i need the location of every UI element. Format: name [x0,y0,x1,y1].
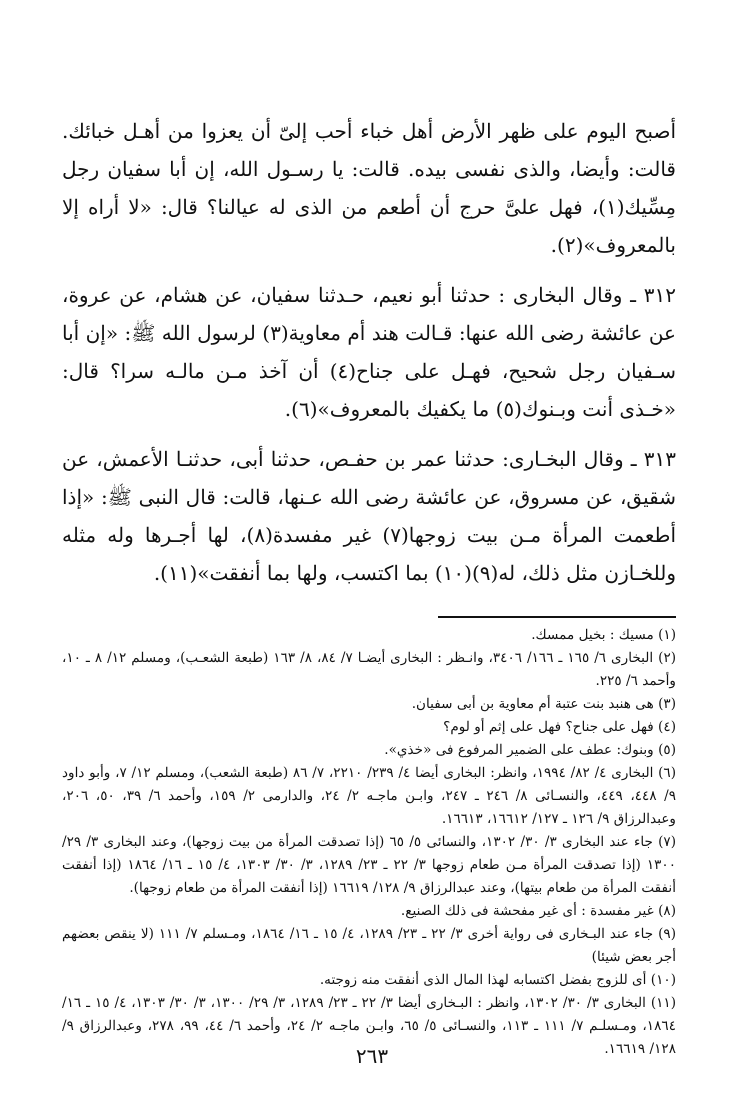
paragraph-hadith-313: ٣١٣ ـ وقال البخـارى: حدثنا عمر بن حفـص، حدثنا أبى، حدثنـا الأعمش، عن شقيق، عن مسروق، عن عائشة رضى الله عـنها، قالت: قال النبى ﷺ: «إذا أطعمت المرأة مـن بيت زوجها(٧) غير مفسدة(٨)، لها أجـرها وله مثله وللخـازن مثل ذلك، له(٩)(١٠) بما اكتسب، ولها بما أنفقت»(١١). [62,447,677,585]
footnote-11: (١١) البخارى ٣/ ٣٠/ ١٣٠٢، وانظر : البـخارى أيضا ٣/ ٢٢ ـ ٢٣/ ١٢٨٩، ٣/ ٢٩/ ١٣٠٠، ٣/ ٣٠/ ١٣٠٣، ٤/ ١٥ ـ ١٦/ ١٨٦٤، ومـسلـم ٧/ ١١١ ـ ١١٣، والنسـائى ٥/ ٦٥، وابـن ماجـه ٢/ ٢٤، وأحمد ٦/ ٤٤، ٩٩، ٢٧٨، وعبدالرزاق ٩/ ١٢٨/ ١٦٦١٩. [62,995,677,1057]
footnote-2: (٢) البخارى ٦/ ١٦٥ ـ ١٦٦/ ٣٤٠٦، وانـظر : البخارى أيضـا ٧/ ٨٤، ٨/ ١٦٣ (طبعة الشعـب)، ومسلم ١٢/ ٨ ـ ١٠، وأحمد ٦/ ٢٢٥. [62,650,677,689]
paragraph-hadith-312: ٣١٢ ـ وقال البخارى : حدثنا أبو نعيم، حـدثنا سفيان، عن هشام، عن عروة، عن عائشة رضى الله عنها: قـالت هند أم معاوية(٣) لرسول الله ﷺ: «إن أبا سـفيان رجل شحيح، فهـل على جناح(٤) أن آخذ مـن مالـه سرا؟ قال: «خـذى أنت وبـنوك(٥) ما يكفيك بالمعروف»(٦). [62,283,676,421]
footnotes [62,624,676,1061]
footnote-5: (٥) وبنوك: عطف على الضمير المرفوع فى «خذي». [384,742,676,758]
footnote-10: (١٠) أى للزوج بفضل اكتسابه لهذا المال الذى أنفقت منه زوجته. [319,972,676,988]
paragraph-hadith-continuation: أصبح اليوم على ظهر الأرض أهل خباء أحب إلىّ أن يعزوا من أهـل خبائك. قالت: وأيضا، والذى نفسى بيده. قالت: يا رسـول الله، إن أبا سفيان رجل مِسِّيك(١)، فهل علىَّ حرج أن أطعم من الذى له عيالنا؟ قال: «لا أراه إلا بالمعروف»(٢). [62,119,676,257]
footnote-6: (٦) البخارى ٤/ ٨٢/ ١٩٩٤، وانظر: البخارى أيضا ٤/ ٢٣٩/ ٢٢١٠، ٧/ ٨٦ (طبعة الشعب)، ومسلم ١٢/ ٧، وأبو داود ٩/ ٤٤٨، ٤٤٩، والنسـائى ٨/ ٢٤٦ ـ ٢٤٧، وابـن ماجـه ٢/ ٢٤، والدارمى ٢/ ١٥٩، وأحمد ٦/ ٣٩، ٥٠، ٢٠٦، وعبدالرزاق ٩/ ١٢٦ ـ ١٢٧/ ١٦٦١٢، ١٦٦١٣. [62,765,677,827]
footnote-8: (٨) غير مفسدة : أى غير مفحشة فى ذلك الصنيع. [400,903,676,919]
footnote-4: (٤) فهل على جناح؟ فهل على إثم أو لوم؟ [443,719,676,735]
book-page [62,112,676,1061]
footnote-9: (٩) جاء عند البـخارى فى رواية أخرى ٣/ ٢٢ ـ ٢٣/ ١٢٨٩، ٤/ ١٥ ـ ١٦/ ١٨٦٤، ومـسلم ٧/ ١١١ (لا ينقص بعضهم أجر بعض شيئا) [62,926,677,965]
footnote-separator [438,616,676,618]
footnote-7: (٧) جاء عند البخارى ٣/ ٣٠/ ١٣٠٢، والنسائى ٥/ ٦٥ (إذا تصدقت المرأة من بيت زوجها)، وعند البخارى ٣/ ٢٩/ ١٣٠٠ (إذا تصدقت المرأة مـن طعام زوجها ٣/ ٢٢ ـ ٢٣/ ١٢٨٩، ٣/ ٣٠/ ١٣٠٣، ٤/ ١٥ ـ ١٦/ ١٨٦٤ (إذا أنفقت أنفقت المرأة من طعام بيتها)، وعند عبدالرزاق ٩/ ١٢٨/ ١٦٦١٩ (إذا أنفقت المرأة من طعام زوجها). [62,834,677,896]
footnote-1: (١) مسيك : بخيل ممسك. [531,627,676,643]
footnote-3: (٣) هى هنبد بنت عتبة أم معاوية بن أبى سفيان. [411,696,676,712]
page-number: ٢٦٣ [355,1044,389,1068]
main-text [62,112,676,592]
